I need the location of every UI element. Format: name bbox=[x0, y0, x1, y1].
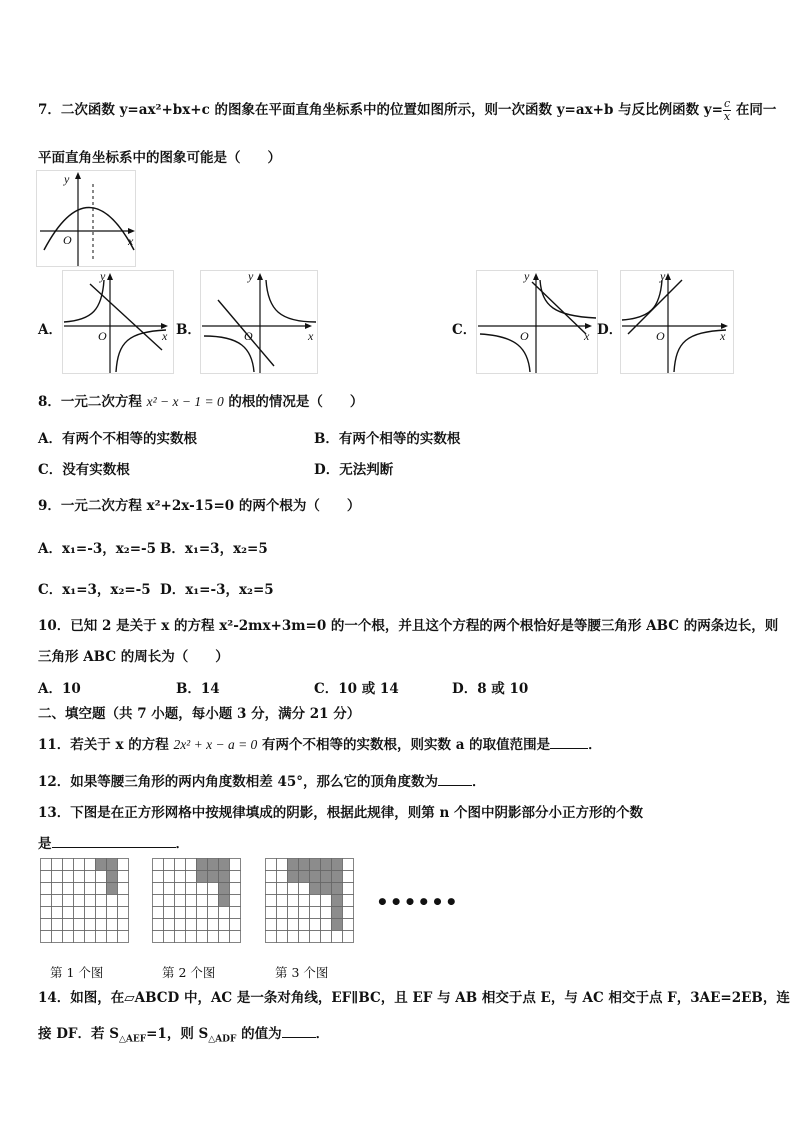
axis-label-x: x bbox=[308, 329, 314, 343]
grid-cell bbox=[321, 895, 332, 907]
shaded-cell bbox=[219, 895, 230, 907]
grid-cell bbox=[153, 907, 164, 919]
grid-cell bbox=[266, 859, 277, 871]
grid-cell bbox=[74, 871, 85, 883]
grid-cell bbox=[118, 871, 129, 883]
q9-option-c: C．x₁=3，x₂=-5 bbox=[38, 582, 151, 598]
grid-cell bbox=[52, 895, 63, 907]
grid-cell bbox=[343, 907, 354, 919]
q9-stem: 9．一元二次方程 x²+2x-15=0 的两个根为（ ） bbox=[38, 498, 361, 514]
grid-cell bbox=[85, 931, 96, 943]
grid-cell bbox=[343, 883, 354, 895]
shaded-cell bbox=[288, 859, 299, 871]
shaded-cell bbox=[107, 883, 118, 895]
grid-cell bbox=[118, 907, 129, 919]
grid-cell bbox=[208, 883, 219, 895]
grid-cell bbox=[208, 895, 219, 907]
axis-label-x: x bbox=[720, 329, 726, 343]
grid-cell bbox=[164, 871, 175, 883]
grid-cell bbox=[164, 895, 175, 907]
grid-cell bbox=[230, 931, 241, 943]
pattern-grid-1 bbox=[40, 858, 128, 944]
grid-cell bbox=[164, 859, 175, 871]
grid-cell bbox=[74, 919, 85, 931]
axis-label-y: y bbox=[660, 269, 666, 283]
grid-cell bbox=[164, 883, 175, 895]
grid-cell bbox=[197, 883, 208, 895]
grid-cell bbox=[164, 907, 175, 919]
q8-option-a: A．有两个不相等的实数根 bbox=[38, 431, 197, 447]
shaded-cell bbox=[107, 859, 118, 871]
grid-cell bbox=[74, 931, 85, 943]
grid-cell bbox=[52, 919, 63, 931]
section-heading-fill-in: 二、填空题（共 7 小题，每小题 3 分，满分 21 分） bbox=[38, 706, 361, 722]
grid-cell bbox=[277, 859, 288, 871]
grid-cell bbox=[186, 907, 197, 919]
shaded-cell bbox=[332, 907, 343, 919]
answer-blank bbox=[550, 736, 588, 749]
q11-stem: 11．若关于 x 的方程 2x² + x − a = 0 有两个不相等的实数根，则实数 a 的取值范围是 ． bbox=[38, 737, 602, 753]
grid-cell bbox=[197, 919, 208, 931]
q10-line2: 三角形 ABC 的周长为（ ） bbox=[38, 649, 229, 665]
grid-cell bbox=[310, 919, 321, 931]
shaded-cell bbox=[310, 883, 321, 895]
grid-cell bbox=[175, 871, 186, 883]
grid-cell bbox=[288, 931, 299, 943]
shaded-cell bbox=[288, 871, 299, 883]
grid-cell bbox=[310, 895, 321, 907]
shaded-cell bbox=[299, 871, 310, 883]
origin-label: O bbox=[98, 329, 107, 343]
pattern-grid-3 bbox=[265, 858, 353, 944]
q7-option-d-graph bbox=[620, 270, 734, 374]
shaded-cell bbox=[310, 871, 321, 883]
grid-cell bbox=[266, 895, 277, 907]
grid-cell bbox=[321, 919, 332, 931]
grid-cell bbox=[107, 895, 118, 907]
shaded-cell bbox=[197, 871, 208, 883]
shaded-cell bbox=[332, 871, 343, 883]
grid-cell bbox=[85, 895, 96, 907]
q7-option-d-label: D． bbox=[597, 322, 623, 338]
grid-cell bbox=[277, 931, 288, 943]
grid-cell bbox=[41, 931, 52, 943]
grid-cell bbox=[175, 907, 186, 919]
grid-cell bbox=[186, 895, 197, 907]
shaded-cell bbox=[107, 871, 118, 883]
grid-cell bbox=[288, 883, 299, 895]
grid-cell bbox=[208, 907, 219, 919]
grid-cell bbox=[343, 919, 354, 931]
grid-cell bbox=[266, 883, 277, 895]
q9-option-a: A．x₁=-3，x₂=-5 bbox=[38, 541, 157, 557]
grid-cell bbox=[63, 859, 74, 871]
grid-cell bbox=[175, 931, 186, 943]
grid-cell bbox=[230, 871, 241, 883]
grid-cell bbox=[266, 907, 277, 919]
grid-cell bbox=[197, 907, 208, 919]
grid-cell bbox=[230, 859, 241, 871]
grid-cell bbox=[277, 883, 288, 895]
grid-cell bbox=[153, 859, 164, 871]
grid-cell bbox=[288, 895, 299, 907]
q7-parabola-figure bbox=[36, 170, 136, 268]
q7-line2: 平面直角坐标系中的图象可能是（ ） bbox=[38, 150, 281, 166]
q7-option-c-graph bbox=[476, 270, 598, 374]
grid-cell bbox=[186, 859, 197, 871]
answer-blank bbox=[52, 835, 176, 848]
grid-cell bbox=[118, 919, 129, 931]
q7-option-b-label: B． bbox=[176, 322, 201, 338]
shaded-cell bbox=[332, 859, 343, 871]
shaded-cell bbox=[321, 859, 332, 871]
q13-line2: 是 ． bbox=[38, 836, 189, 852]
grid-cell bbox=[52, 871, 63, 883]
grid-cell bbox=[186, 883, 197, 895]
grid-cell bbox=[186, 919, 197, 931]
grid-cell bbox=[52, 907, 63, 919]
grid-cell bbox=[96, 907, 107, 919]
grid-cell bbox=[85, 883, 96, 895]
q10-option-d: D．8 或 10 bbox=[452, 681, 529, 697]
grid-cell bbox=[52, 883, 63, 895]
shaded-cell bbox=[332, 895, 343, 907]
shaded-cell bbox=[208, 859, 219, 871]
grid-cell bbox=[96, 883, 107, 895]
shaded-cell bbox=[208, 871, 219, 883]
grid-cell bbox=[63, 931, 74, 943]
axis-label-x: x bbox=[162, 329, 168, 343]
grid-cell bbox=[208, 919, 219, 931]
grid-cell bbox=[74, 859, 85, 871]
origin-label: O bbox=[63, 233, 72, 247]
shaded-cell bbox=[299, 859, 310, 871]
grid-cell bbox=[118, 931, 129, 943]
grid-cell bbox=[288, 907, 299, 919]
axis-label-x: x bbox=[128, 234, 134, 248]
shaded-cell bbox=[219, 871, 230, 883]
grid-cell bbox=[41, 895, 52, 907]
q7-option-a-graph bbox=[62, 270, 174, 374]
grid-cell bbox=[266, 871, 277, 883]
grid-cell bbox=[63, 883, 74, 895]
q9-option-d: D．x₁=-3，x₂=5 bbox=[160, 582, 274, 598]
grid-cell bbox=[266, 931, 277, 943]
grid-cell bbox=[175, 883, 186, 895]
grid-cell bbox=[118, 883, 129, 895]
q14-line2: 接 DF．若 $S_{\triangle AEF}=1$，则 $S_{\triangle ADF}$ 的值为 ． bbox=[38, 1026, 330, 1045]
grid-cell bbox=[96, 931, 107, 943]
grid-cell bbox=[41, 859, 52, 871]
grid-cell bbox=[277, 907, 288, 919]
grid-cell bbox=[153, 895, 164, 907]
grid-cell bbox=[299, 883, 310, 895]
grid-cell bbox=[74, 907, 85, 919]
origin-label: O bbox=[520, 329, 529, 343]
grid-cell bbox=[186, 871, 197, 883]
shaded-cell bbox=[332, 883, 343, 895]
grid-cell bbox=[197, 931, 208, 943]
grid-cell bbox=[266, 919, 277, 931]
grid-cell bbox=[63, 895, 74, 907]
ellipsis-dots: •••••• bbox=[376, 890, 459, 914]
q9-option-b: B．x₁=3，x₂=5 bbox=[160, 541, 268, 557]
grid-cell bbox=[96, 919, 107, 931]
q10-option-a: A．10 bbox=[38, 681, 81, 697]
grid-cell bbox=[277, 919, 288, 931]
grid-cell bbox=[343, 859, 354, 871]
answer-blank bbox=[438, 773, 472, 786]
shaded-cell bbox=[321, 883, 332, 895]
grid-cell bbox=[153, 883, 164, 895]
grid-cell bbox=[52, 931, 63, 943]
grid-cell bbox=[186, 931, 197, 943]
q7-line1: 7．二次函数 y=ax²+bx+c 的图象在平面直角坐标系中的位置如图所示，则一次函数 y=ax+b 与反比例函数 y= $\frac{c}{x}$ 在同一 bbox=[38, 97, 777, 123]
grid-cell bbox=[175, 919, 186, 931]
grid-cell bbox=[107, 931, 118, 943]
axis-label-y: y bbox=[100, 269, 106, 283]
fraction-c-over-x: $\frac{c}{x}$ bbox=[723, 97, 731, 123]
axis-label-y: y bbox=[524, 269, 530, 283]
grid-cell bbox=[277, 895, 288, 907]
caption-figure-1: 第 1 个图 bbox=[50, 965, 104, 980]
q8-stem: 8．一元二次方程 x² − x − 1 = 0 的根的情况是（ ） bbox=[38, 394, 364, 410]
grid-cell bbox=[164, 919, 175, 931]
grid-cell bbox=[310, 931, 321, 943]
caption-figure-3: 第 3 个图 bbox=[275, 965, 329, 980]
shaded-cell bbox=[197, 859, 208, 871]
grid-cell bbox=[343, 871, 354, 883]
q10-option-c: C．10 或 14 bbox=[314, 681, 399, 697]
grid-cell bbox=[321, 907, 332, 919]
grid-cell bbox=[343, 895, 354, 907]
shaded-cell bbox=[219, 883, 230, 895]
grid-cell bbox=[219, 919, 230, 931]
q10-option-b: B．14 bbox=[176, 681, 220, 697]
grid-cell bbox=[41, 883, 52, 895]
grid-cell bbox=[321, 931, 332, 943]
grid-cell bbox=[164, 931, 175, 943]
grid-cell bbox=[96, 895, 107, 907]
grid-cell bbox=[175, 895, 186, 907]
grid-cell bbox=[107, 907, 118, 919]
grid-cell bbox=[230, 919, 241, 931]
answer-blank bbox=[282, 1025, 316, 1038]
grid-cell bbox=[63, 907, 74, 919]
shaded-cell bbox=[332, 919, 343, 931]
grid-cell bbox=[74, 883, 85, 895]
grid-cell bbox=[332, 931, 343, 943]
q8-option-c: C．没有实数根 bbox=[38, 462, 130, 478]
grid-cell bbox=[153, 919, 164, 931]
q8-option-d: D．无法判断 bbox=[314, 462, 394, 478]
grid-cell bbox=[96, 871, 107, 883]
shaded-cell bbox=[96, 859, 107, 871]
grid-cell bbox=[288, 919, 299, 931]
q7-option-a-label: A． bbox=[38, 322, 62, 338]
grid-cell bbox=[118, 859, 129, 871]
grid-cell bbox=[219, 931, 230, 943]
grid-cell bbox=[310, 907, 321, 919]
caption-figure-2: 第 2 个图 bbox=[162, 965, 216, 980]
pattern-grid-2 bbox=[152, 858, 240, 944]
grid-cell bbox=[85, 919, 96, 931]
shaded-cell bbox=[219, 859, 230, 871]
grid-cell bbox=[230, 907, 241, 919]
grid-cell bbox=[41, 907, 52, 919]
grid-cell bbox=[41, 919, 52, 931]
origin-label: O bbox=[244, 329, 253, 343]
grid-cell bbox=[299, 931, 310, 943]
shaded-cell bbox=[310, 859, 321, 871]
grid-cell bbox=[153, 871, 164, 883]
q7-option-b-graph bbox=[200, 270, 318, 374]
grid-cell bbox=[175, 859, 186, 871]
grid-cell bbox=[153, 931, 164, 943]
grid-cell bbox=[208, 931, 219, 943]
axis-label-y: y bbox=[248, 269, 254, 283]
grid-cell bbox=[85, 859, 96, 871]
grid-cell bbox=[277, 871, 288, 883]
q12-stem: 12．如果等腰三角形的两内角度数相差 45°，那么它的顶角度数为 ． bbox=[38, 774, 486, 790]
grid-cell bbox=[52, 859, 63, 871]
grid-cell bbox=[63, 919, 74, 931]
grid-cell bbox=[63, 871, 74, 883]
q13-line1: 13．下图是在正方形网格中按规律填成的阴影，根据此规律，则第 n 个图中阴影部分小正方形的个数 bbox=[38, 805, 644, 821]
grid-cell bbox=[230, 895, 241, 907]
grid-cell bbox=[107, 919, 118, 931]
grid-cell bbox=[74, 895, 85, 907]
grid-cell bbox=[299, 907, 310, 919]
grid-cell bbox=[343, 931, 354, 943]
grid-cell bbox=[299, 895, 310, 907]
grid-cell bbox=[197, 895, 208, 907]
axis-label-y: y bbox=[64, 172, 70, 186]
grid-cell bbox=[219, 907, 230, 919]
grid-cell bbox=[299, 919, 310, 931]
axis-label-x: x bbox=[584, 329, 590, 343]
shaded-cell bbox=[321, 871, 332, 883]
grid-cell bbox=[230, 883, 241, 895]
grid-cell bbox=[41, 871, 52, 883]
origin-label: O bbox=[656, 329, 665, 343]
q7-option-c-label: C． bbox=[452, 322, 477, 338]
q14-line1: 14．如图，在▱ABCD 中，AC 是一条对角线，EF∥BC，且 EF 与 AB 相交于点 E，与 AC 相交于点 F，3AE=2EB，连 bbox=[38, 990, 790, 1006]
q8-option-b: B．有两个相等的实数根 bbox=[314, 431, 461, 447]
grid-cell bbox=[118, 895, 129, 907]
grid-cell bbox=[85, 907, 96, 919]
q10-line1: 10．已知 2 是关于 x 的方程 x²-2mx+3m=0 的一个根，并且这个方程的两个根恰好是等腰三角形 ABC 的两条边长，则 bbox=[38, 618, 779, 634]
grid-cell bbox=[85, 871, 96, 883]
